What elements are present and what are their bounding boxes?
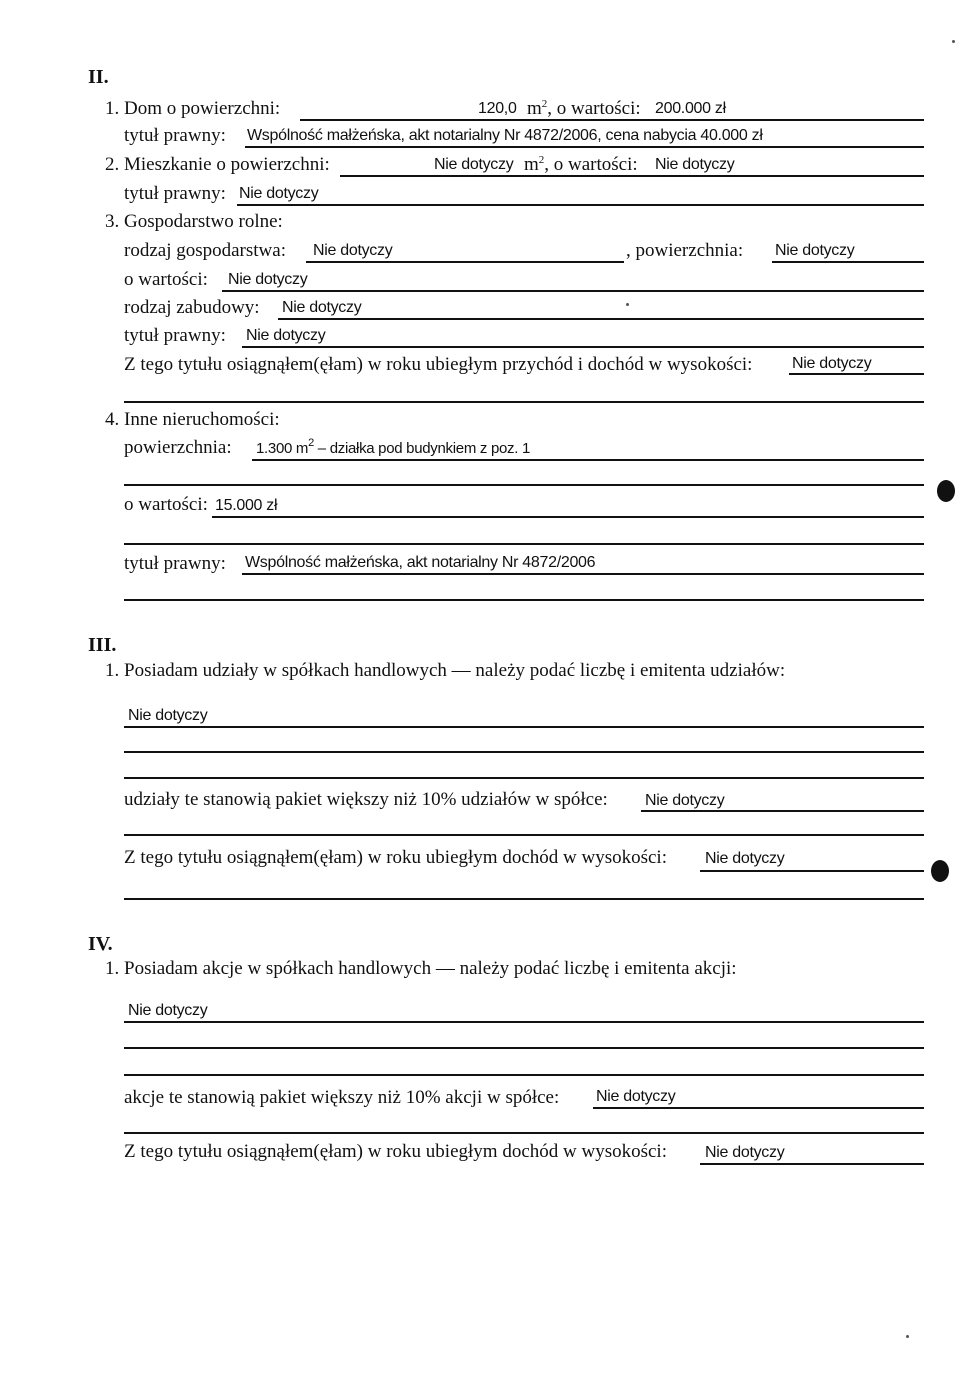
farm-build-value[interactable]: Nie dotyczy [282,299,362,316]
house-title-label: tytuł prawny: [124,125,226,146]
other-value-line [212,516,924,518]
flat-unit: $m^2$, o wartości: [524,154,638,175]
farm-build-label: rodzaj zabudowy: [124,297,260,318]
blank-line [124,543,924,545]
other-area-value[interactable]: 1.300 $m^2$ – działka pod budynkiem z poz. 1 [256,437,531,457]
farm-title-value[interactable]: Nie dotyczy [246,327,326,344]
farm-type-value[interactable]: Nie dotyczy [313,242,393,259]
stocks-pakiet-label: akcje te stanowią pakiet większy niż 10% akcji w spółce: [124,1087,560,1108]
blank-line [124,751,924,753]
flat-area-value[interactable]: Nie dotyczy [434,156,514,173]
stocks-income-line [700,1163,924,1165]
stocks-income-value[interactable]: Nie dotyczy [705,1144,785,1161]
blank-line [124,599,924,601]
section-3-heading: III. [88,634,117,656]
flat-title-label: tytuł prawny: [124,183,226,204]
punch-hole-mark [937,480,955,502]
farm-area-value[interactable]: Nie dotyczy [775,242,855,259]
other-property-label: 4. Inne nieruchomości: [105,409,280,430]
other-value-label: o wartości: [124,494,208,515]
house-title-line [245,146,924,148]
flat-title-value[interactable]: Nie dotyczy [239,185,319,202]
stocks-income-label: Z tego tytułu osiągnąłem(ęłam) w roku ubiegłym dochód w wysokości: [124,1141,667,1162]
blank-line [124,834,924,836]
stocks-pakiet-line [593,1107,924,1109]
shares-income-value[interactable]: Nie dotyczy [705,850,785,867]
section-2-heading: II. [88,66,109,88]
flat-line [340,175,924,177]
farm-title-line [242,346,924,348]
house-unit: $m^2$, o wartości: [527,98,641,119]
farm-area-line [772,261,924,263]
shares-pakiet-line [641,810,924,812]
other-value[interactable]: 15.000 zł [215,497,278,514]
speck [626,303,629,306]
stocks-line [124,1021,924,1023]
stocks-label: 1. Posiadam akcje w spółkach handlowych — należy podać liczbę i emitenta akcji: [105,958,737,979]
blank-line [124,1047,924,1049]
farm-build-line [278,318,924,320]
flat-title-line [237,204,924,206]
farm-value-label: o wartości: [124,269,208,290]
farm-area-label: , powierzchnia: [626,240,744,261]
blank-line [124,777,924,779]
shares-pakiet-label: udziały te stanowią pakiet większy niż 10% udziałów w spółce: [124,789,608,810]
other-title-value[interactable]: Wspólność małżeńska, akt notarialny Nr 4872/2006 [245,554,596,571]
flat-area-label: 2. Mieszkanie o powierzchni: [105,154,330,175]
other-title-line [242,573,924,575]
house-line [300,119,924,121]
stocks-pakiet-value[interactable]: Nie dotyczy [596,1088,676,1105]
farm-value-line [222,290,924,292]
farm-title-label: tytuł prawny: [124,325,226,346]
farm-type-label: rodzaj gospodarstwa: [124,240,286,261]
house-area-value[interactable]: 120,0 [478,100,517,117]
flat-value[interactable]: Nie dotyczy [655,156,735,173]
shares-value[interactable]: Nie dotyczy [128,707,208,724]
shares-pakiet-value[interactable]: Nie dotyczy [645,792,725,809]
blank-line [124,1132,924,1134]
shares-label: 1. Posiadam udziały w spółkach handlowych — należy podać liczbę i emitenta udziałów: [105,660,786,681]
farm-label: 3. Gospodarstwo rolne: [105,211,283,232]
farm-income-value[interactable]: Nie dotyczy [792,355,872,372]
speck [952,40,955,43]
house-area-label: 1. Dom o powierzchni: [105,98,281,119]
house-value[interactable]: 200.000 zł [655,100,726,117]
farm-type-line [306,261,624,263]
shares-line [124,726,924,728]
farm-income-line [789,373,924,375]
other-area-line [252,459,924,461]
blank-line [124,484,924,486]
separator-line [124,401,924,403]
shares-income-label: Z tego tytułu osiągnąłem(ęłam) w roku ubiegłym dochód w wysokości: [124,847,667,868]
farm-value[interactable]: Nie dotyczy [228,271,308,288]
house-title-value[interactable]: Wspólność małżeńska, akt notarialny Nr 4872/2006, cena nabycia 40.000 zł [247,127,763,144]
section-4-heading: IV. [88,933,113,955]
speck [906,1335,909,1338]
other-title-label: tytuł prawny: [124,553,226,574]
shares-income-line [700,870,924,872]
other-area-label: powierzchnia: [124,437,232,458]
farm-income-label: Z tego tytułu osiągnąłem(ęłam) w roku ubiegłym przychód i dochód w wysokości: [124,354,753,375]
blank-line [124,1074,924,1076]
punch-hole-mark [931,860,949,882]
stocks-value[interactable]: Nie dotyczy [128,1002,208,1019]
blank-line [124,898,924,900]
